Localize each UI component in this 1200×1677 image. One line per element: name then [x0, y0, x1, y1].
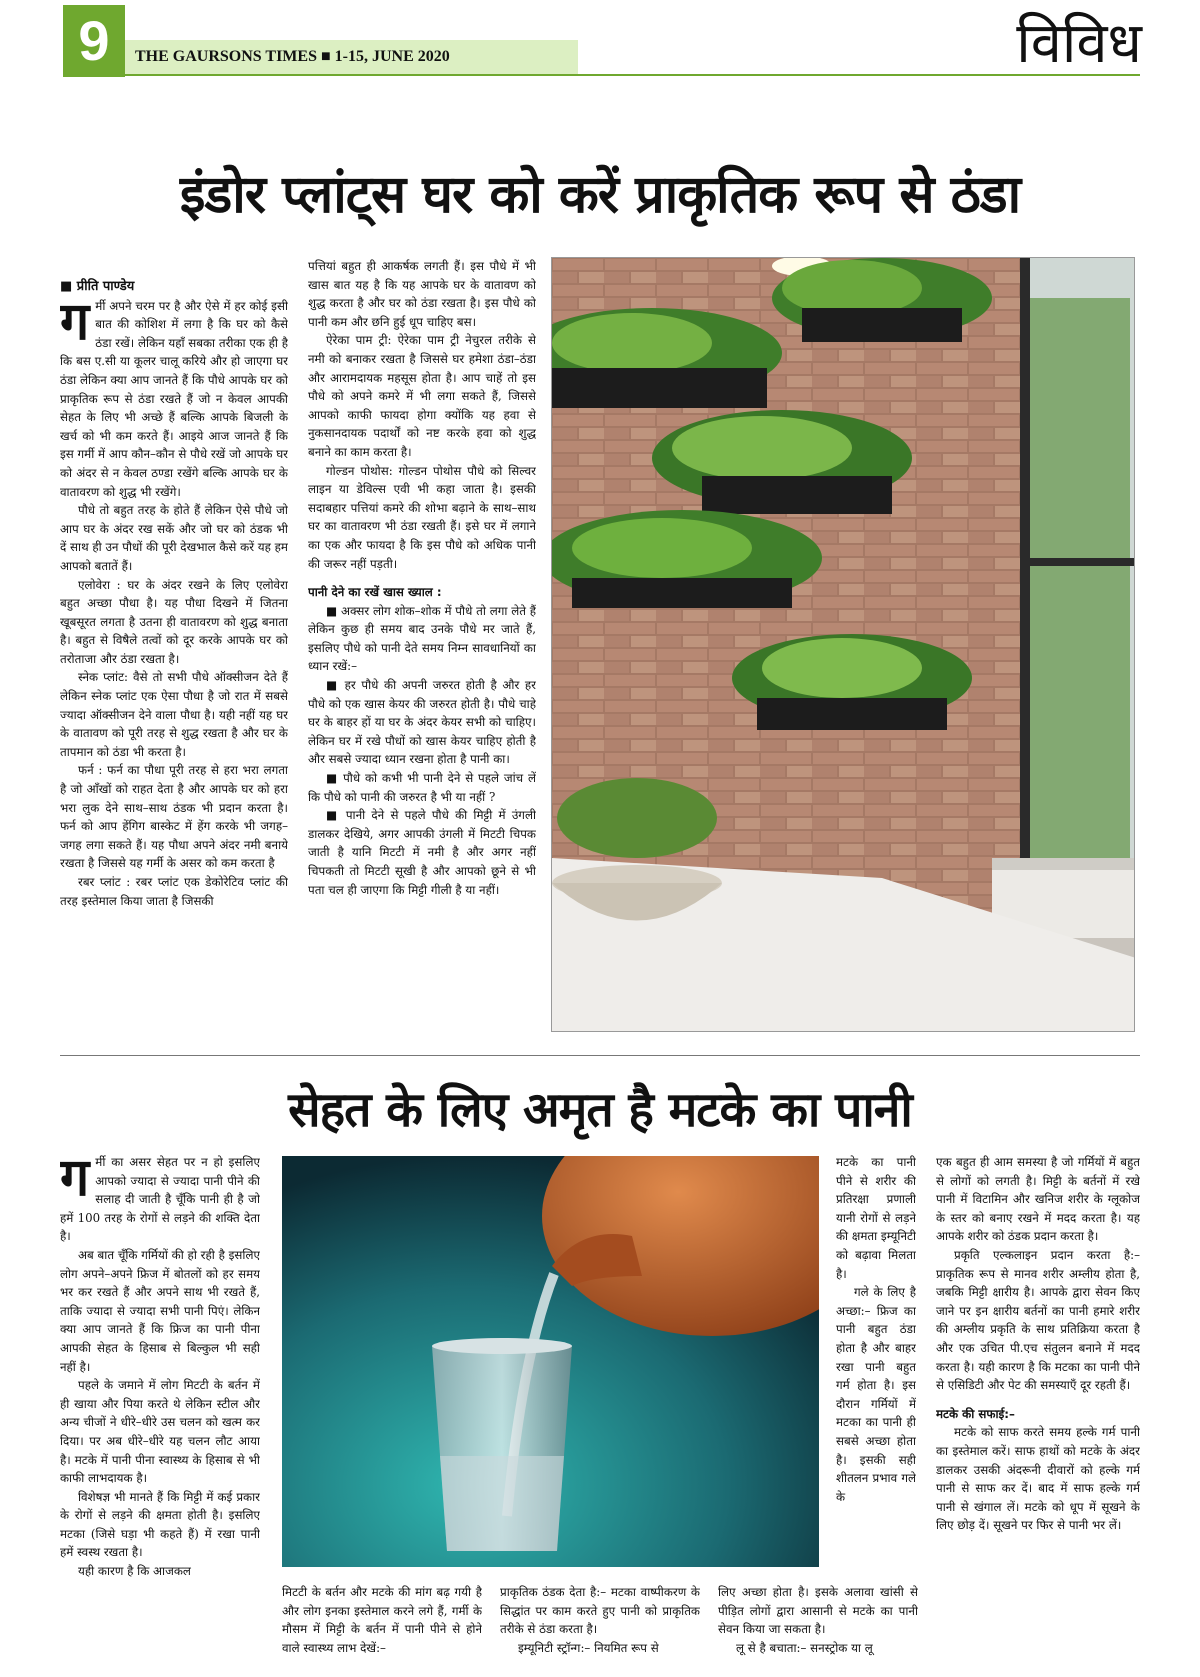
paragraph: पौधे तो बहुत तरह के होते हैं लेकिन ऐसे पौधे जो आप घर के अंदर रख सकें और जो घर को ठंडक भी दें साथ ही उन पौधों की पूरी देखभाल कैसे करें यह हम आपको बतातें हैं। — [60, 503, 288, 573]
paragraph: रबर प्लांट : रबर प्लांट एक डेकोरेटिव प्लांट की तरह इस्तेमाल किया जाता है जिसकी — [60, 875, 288, 908]
indoor-plants-wall-photo — [551, 257, 1135, 1032]
paragraph: यही कारण है कि आजकल — [78, 1564, 191, 1579]
paragraph: ऐरेका पाम ट्री: ऐरेका पाम ट्री नेचुरल तरीके से नमी को बनाकर रखता है जिससे घर हमेशा ठंडा–ठंडा और आरामदायक महसूस होता है। आप चाहें तो इस पौधे को अपने कमरे में भी लगा सकते हैं, जिससे आपको काफी फायदा होगा क्योंकि यह हवा से नुकसानदायक पदार्थों को नष्ट करके हवा को शुद्ध बनाने का काम करता है। — [308, 333, 536, 459]
drop-cap: ग — [60, 1153, 90, 1208]
subheading: पानी देने का रखें खास ख्याल : — [308, 585, 442, 600]
bullet-item: ■ अक्सर लोग शोक–शोक में पौधे तो लगा लेते हैं लेकिन कुछ ही समय बाद उनके पौधे मर जाते हैं, इसलिए पौधे को पानी देते समय निम्न सावधानियों का ध्यान रखें:– — [308, 603, 536, 674]
planter — [732, 634, 972, 730]
bullet-item: ■ हर पौधे की अपनी जरुरत होती है और हर पौधे को एक खास केयर की जरुरत होती है। पौधे चाहे घर के बाहर हों या घर के अंदर केयर सभी को चाहिए। लेकिन घर में रखे पौधों को खास केयर चाहिए होती है और सबसे ज्यादा ध्यान रखना होता है पानी का। — [308, 678, 536, 767]
article2-column-4 — [836, 1153, 916, 1575]
article2-column-3 — [500, 1583, 700, 1677]
bullet-item: ■ पानी देने से पहले पौधे की मिट्टी में उंगली डालकर देखिये, अगर आपकी उंगली में मिटटी चिपक जाती है यानि मिटटी में नमी है और अगर नहीं चिपकती तो मिटटी सूखी है और आपको छूने से भी पता चल ही जाएगा कि मिट्टी गीली है या नहीं। — [308, 808, 536, 897]
paragraph: एलोवेरा : घर के अंदर रखने के लिए एलोवेरा बहुत अच्छा पौधा है। यह पौधा दिखने में जितना खूबसूरत लगता है उतना ही वातावरण को शुद्ध बनाता है। बहुत से विषैले तत्वों को दूर करके आपके घर को तरोताजा और ठंडा रखता है। — [60, 577, 288, 666]
planter — [552, 308, 782, 408]
paragraph: र्मी अपने चरम पर है और ऐसे में हर कोई इसी बात की कोशिश में लगा है कि घर को कैसे ठंडा रखें। लेकिन यहाँ सबका तरीका एक ही है कि बस ए.सी या कूलर चालू करिये और हो जाएगा घर ठंडा लेकिन क्या आप जानते हैं कि पौधे आपके घर को प्राकृतिक रूप से ठंडा रखते हैं जो न केवल आपकी सेहत के लिए भी अच्छे हैं बल्कि आपके बिजली के खर्च को भी कम करते हैं। आइये आज जानते हैं कि इस गर्मी में आप कौन–कौन से पौधे रखें जो आपके घर को अंदर से न केवल ठण्डा रखेंगे बल्कि आपके घर के वातावरण को शुद्ध भी रखेंगे। — [60, 298, 288, 499]
paragraph: पहले के जमाने में लोग मिटटी के बर्तन में ही खाया और पिया करते थे लेकिन स्टील और अन्य चीजों ने धीरे–धीरे उस चलन को खत्म कर दिया। पर अब धीरे–धीरे यह चलन लौट आया है। मटके में पानी पीना स्वास्थ्य के हिसाब से भी काफी लाभदायक है। — [60, 1378, 260, 1486]
paragraph: लू से है बचाता:– सनस्ट्रोक या लू — [736, 1640, 873, 1655]
article2-column-5 — [718, 1583, 918, 1677]
article1-column-2 — [308, 257, 536, 1033]
page-number: 9 — [63, 5, 125, 77]
paragraph: गले के लिए है अच्छा:– फ्रिज का पानी बहुत ठंडा होता है और बाहर रखा पानी बहुत गर्म होता है। इस दौरान गर्मियों में मटका का पानी ही सबसे अच्छा होता है। इसकी सही शीतलन प्रभाव गले के — [836, 1285, 916, 1504]
planter — [552, 510, 822, 608]
planter — [772, 258, 992, 342]
paragraph: मिटटी के बर्तन और मटके की मांग बढ़ गयी है और लोग इनका इस्तेमाल करने लगे हैं, गर्मी के मौसम में मिट्टी के बर्तन में पानी पीने से होने वाले स्वास्थ्य लाभ देखें:– — [282, 1585, 482, 1655]
paragraph: एक बहुत ही आम समस्या है जो गर्मियों में बहुत से लोगों को लगती है। मिट्टी के बर्तनों में रखे पानी में विटामिन और खनिज शरीर के ग्लूकोज के स्तर को बनाए रखने में मदद करता है। यह आपके शरीर को ठंडक प्रदान करता है। — [936, 1155, 1140, 1244]
article2-column-1 — [60, 1153, 260, 1673]
article2-column-2 — [282, 1583, 482, 1677]
article2-headline: सेहत के लिए अमृत है मटके का पानी — [288, 1082, 912, 1138]
drop-cap: ग — [60, 291, 90, 352]
byline: ■ प्रीति पाण्डेय — [60, 279, 135, 294]
masthead: THE GAURSONS TIMES ■ 1-15, JUNE 2020 — [125, 40, 578, 74]
article1-headline: इंडोर प्लांट्स घर को करें प्राकृतिक रूप से ठंडा — [179, 165, 1021, 225]
paragraph: पत्तियां बहुत ही आकर्षक लगती हैं। इस पौधे में भी खास बात यह है कि यह आपके घर के वातावण को शुद्ध करता है और घर को ठंडा रखता है। इस पौधे को पानी कम और छनि हुई धूप चाहिए बस। — [308, 259, 536, 329]
paragraph: मटके का पानी पीने से शरीर की प्रतिरक्षा प्रणाली यानी रोगों से लड़ने की क्षमता इम्यूनिटी को बढ़ावा मिलता है। — [836, 1155, 916, 1281]
article1-column-1 — [60, 278, 288, 1033]
paragraph: र्मी का असर सेहत पर न हो इसलिए आपको ज्यादा से ज्यादा पानी पीने की सलाह दी जाती है चूँकि पानी ही है जो हमें 100 तरह के रोगों से लड़ने की शक्ति देता है। — [60, 1155, 260, 1244]
paragraph: प्राकृतिक ठंडक देता है:– मटका वाष्पीकरण के सिद्धांत पर काम करते हुए पानी को प्राकृतिक तरीके से ठंडा करता है। — [500, 1585, 700, 1637]
header-rule — [125, 74, 1140, 76]
paragraph: लिए अच्छा होता है। इसके अलावा खांसी से पीड़ित लोगों द्वारा आसानी से मटके का पानी सेवन किया जा सकता है। — [718, 1585, 918, 1637]
paragraph: इम्यूनिटी स्ट्रॉन्ग:– नियमित रूप से — [518, 1640, 659, 1655]
section-title: विविध — [1016, 11, 1142, 76]
paragraph: स्नेक प्लांट: वैसे तो सभी पौधे ऑक्सीजन देते हैं लेकिन स्नेक प्लांट एक ऐसा पौधा है जो रात में सबसे ज्यादा ऑक्सीजन देने वाला पौधा है। यही नहीं यह घर के वातावण को पूरी तरह से शुद्ध रखता है और घर के तापमान को ठंडा भी करता है। — [60, 670, 288, 759]
paragraph: विशेषज्ञ भी मानते हैं कि मिट्टी में कई प्रकार के रोगों से लड़ने की क्षमता होती है। इसलिए मटका (जिसे घड़ा भी कहते हैं) में रखा पानी हमें स्वस्थ रखता है। — [60, 1489, 260, 1560]
paragraph: अब बात चूँकि गर्मियों की हो रही है इसलिए लोग अपने–अपने फ्रिज में बोतलों को हर समय भर कर रखते हैं और अपने साथ भी रखते हैं, ताकि ज्यादा से ज्यादा सभी पानी पिएं। लेकिन क्या आप जानते हैं कि फ्रिज का पानी पीना आपकी सेहत के हिसाब से बिल्कुल भी सही नहीं है। — [60, 1247, 260, 1374]
clay-pot-water-photo — [282, 1156, 819, 1567]
paragraph: गोल्डन पोथोस: गोल्डन पोथोस पौधे को सिल्वर लाइन या डेविल्स एवी भी कहा जाता है। इसकी सदाबहार पत्तियां कमरे की शोभा बढ़ाने के साथ–साथ घर का वातावरण भी ठंडा रखती हैं। इसे घर में लगाने का एक और फायदा है कि इस पौधे को अधिक पानी की जरूर नहीं पड़ती। — [308, 463, 536, 571]
subheading: मटके की सफाई:– — [936, 1406, 1015, 1421]
article2-column-6 — [936, 1153, 1140, 1677]
bullet-item: ■ पौधे को कभी भी पानी देने से पहले जांच लें कि पौधे को पानी की जरुरत है भी या नहीं ? — [308, 771, 536, 804]
paragraph: प्रकृति एल्कलाइन प्रदान करता है:– प्राकृतिक रूप से मानव शरीर अम्लीय होता है, जबकि मिट्टी क्षारीय है। आपके द्वारा सेवन किए जाने पर इन क्षारीय बर्तनों का पानी हमारे शरीर की अम्लीय प्रकृति के साथ प्रतिक्रिया करता है और एक उचित पी.एच संतुलन बनाने में मदद करता है। यही कारण है कि मटका का पानी पीने से एसिडिटी और पेट की समस्याएँ दूर रहती हैं। — [936, 1247, 1140, 1393]
section-divider — [60, 1055, 1140, 1056]
paragraph: मटके को साफ करते समय हल्के गर्म पानी का इस्तेमाल करें। साफ हाथों को मटके के अंदर डालकर उसकी अंदरूनी दीवारों को हल्के गर्म पानी से साफ कर दें। बाद में साफ हल्के गर्म पानी से खंगाल लें। मटके को धूप में सूखने के लिए छोड़ दें। सूखने पर फिर से पानी भर लें। — [936, 1425, 1140, 1533]
paragraph: फर्न : फर्न का पौधा पूरी तरह से हरा भरा लगता है जो आँखों को राहत देता है और आपके घर को हरा भरा लुक देने साथ–साथ ठंडक भी प्रदान करता है। फर्न को आप हेंगिग बास्केट में हेंग करके भी जगह–जगह लगा सकते हैं। यह पौधा अपने अंदर नमी बनाये रखता है जिससे यह गर्मी के असर को कम करता है — [60, 763, 288, 871]
